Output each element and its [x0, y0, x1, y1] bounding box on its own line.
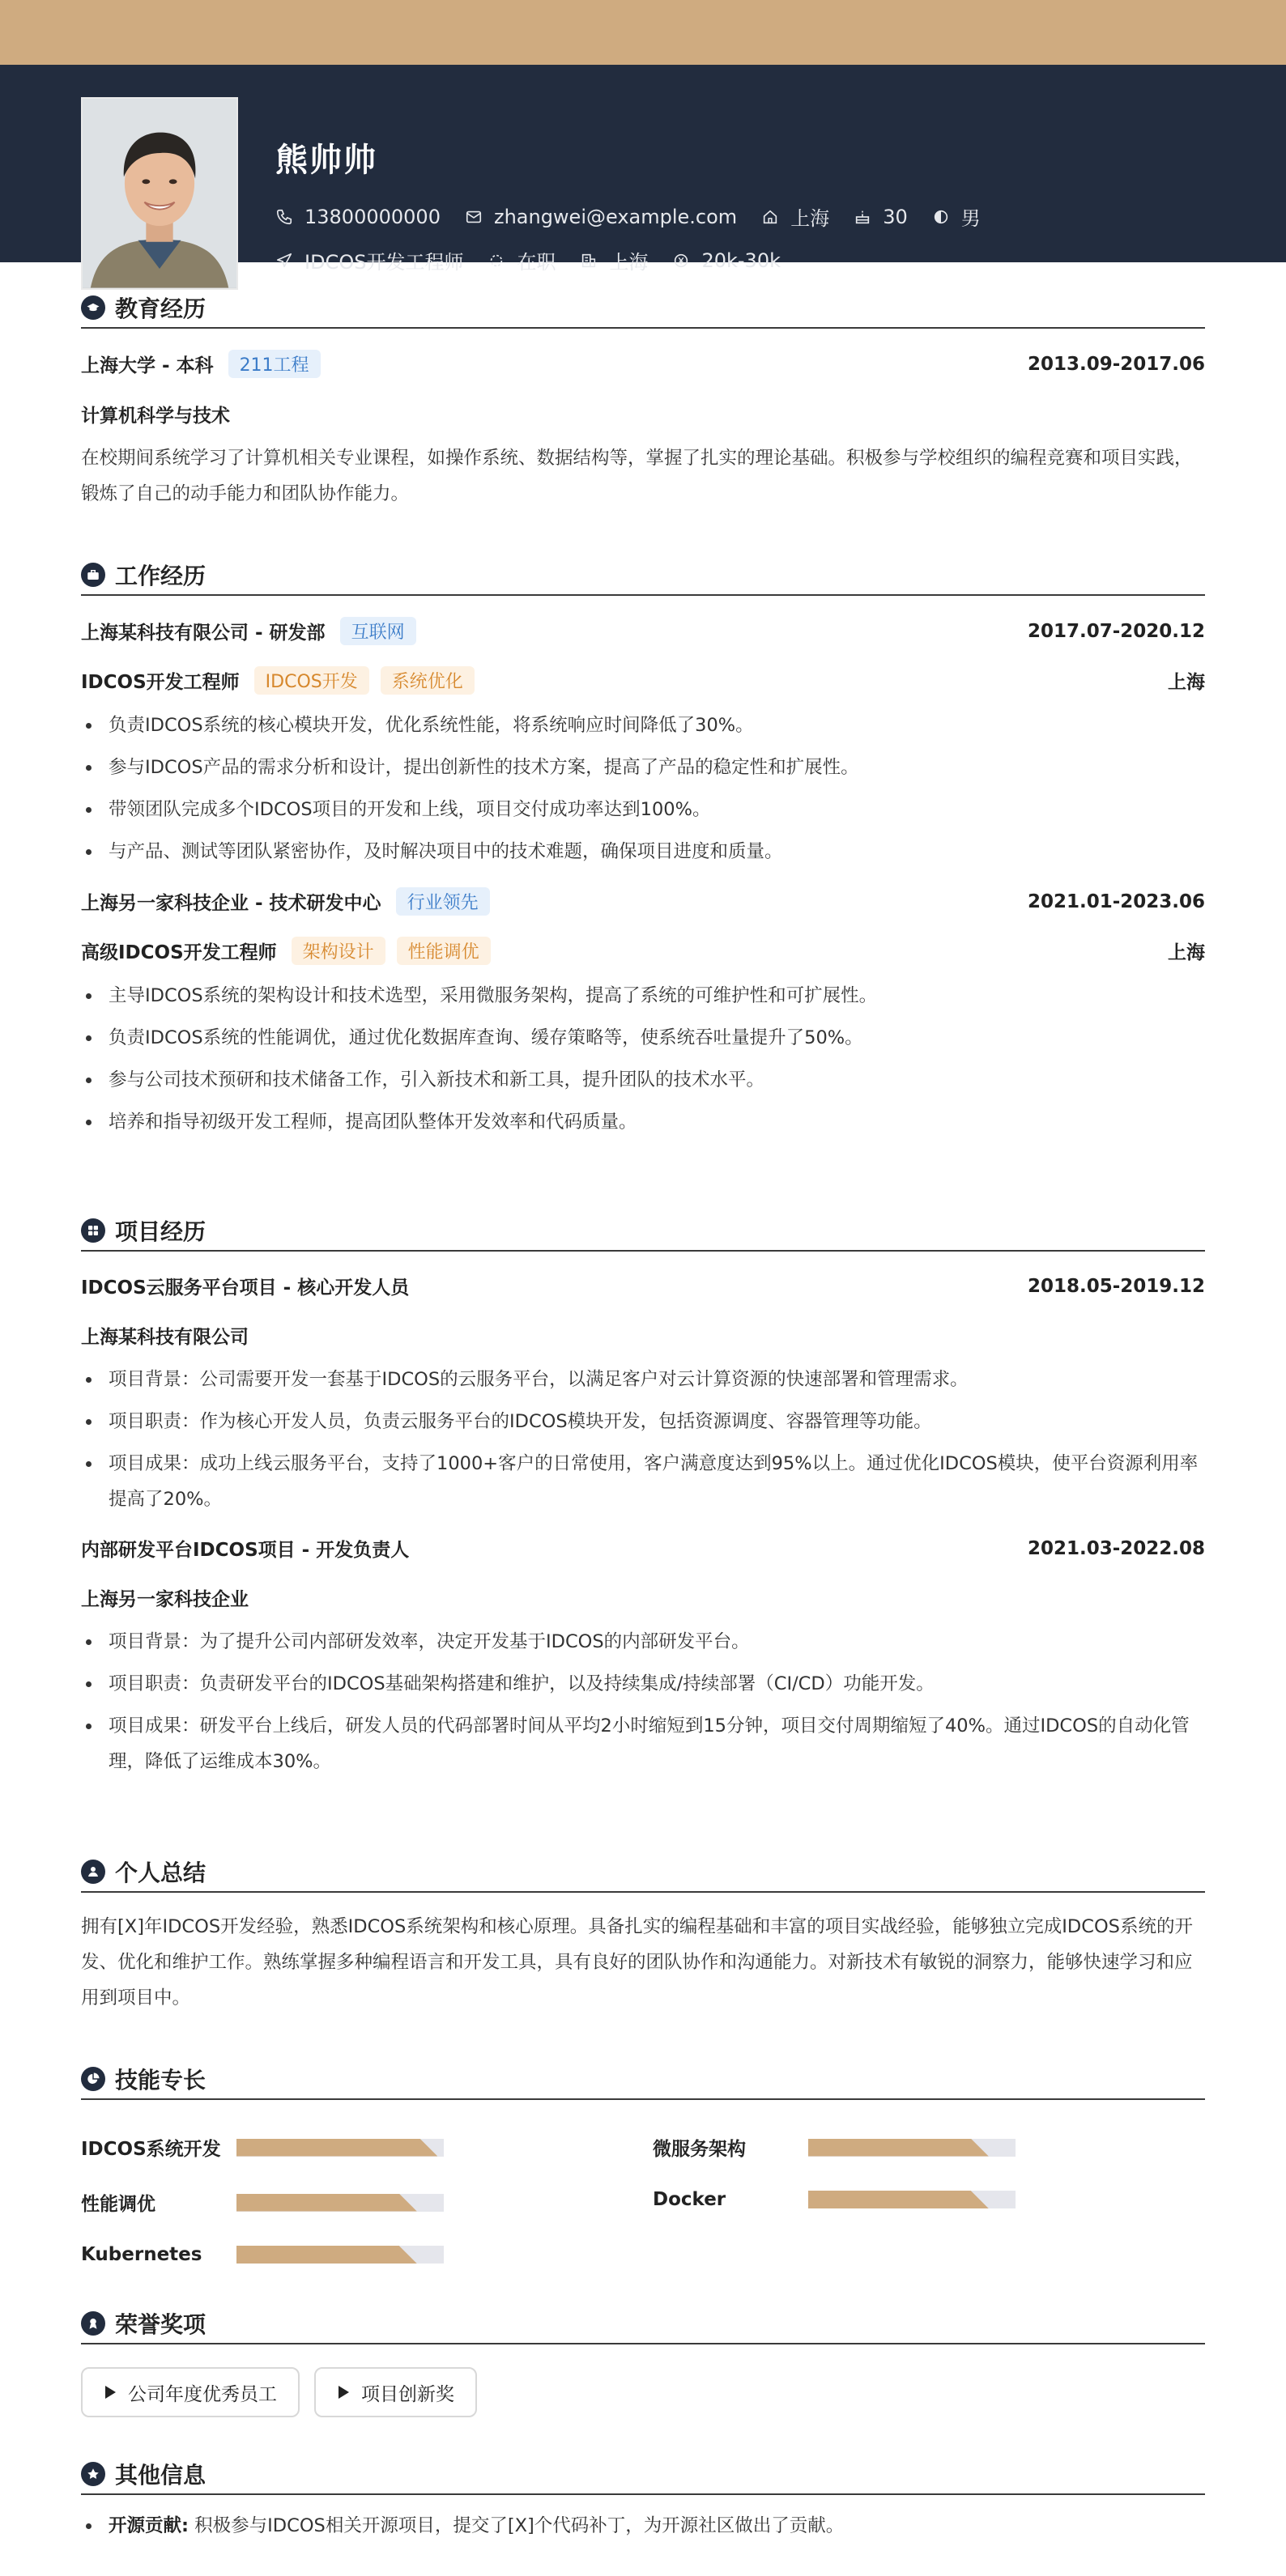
skill-item	[81, 2134, 444, 2161]
project-name: IDCOS云服务平台项目 - 核心开发人员	[81, 1277, 410, 1299]
graduation-cap-icon	[81, 295, 105, 320]
list-item	[81, 2508, 1205, 2544]
list-item: 项目背景：为了提升公司内部研发效率，决定开发基于IDCOS的内部研发平台。	[81, 1624, 1205, 1660]
status-item	[488, 246, 556, 274]
awards-section	[81, 2304, 1205, 2417]
list-item: 参与公司技术预研和技术储备工作，引入新技术和新工具，提升团队的技术水平。	[81, 1062, 1205, 1098]
grid-icon	[81, 1218, 105, 1243]
job-date: 2017.07-2020.12	[1027, 620, 1205, 642]
job-item	[81, 887, 1205, 1140]
education-row	[81, 350, 1205, 378]
email-text: zhangwei@example.com	[493, 205, 738, 228]
summary-heading: 个人总结	[81, 1852, 1205, 1893]
other-label: 开源贡献:	[109, 2515, 189, 2536]
play-icon	[337, 2385, 350, 2400]
job-item	[81, 617, 1205, 869]
skill-name: 微服务架构	[653, 2139, 746, 2160]
skill-bar-fill	[808, 2191, 989, 2208]
age-text: 30	[883, 205, 908, 228]
briefcase-icon	[81, 563, 105, 587]
avatar-portrait-icon	[83, 99, 236, 288]
list-item: 培养和指导初级开发工程师，提高团队整体开发效率和代码质量。	[81, 1104, 1205, 1140]
list-item: 带领团队完成多个IDCOS项目的开发和上线，项目交付成功率达到100%。	[81, 792, 1205, 827]
project-item	[81, 1273, 1205, 1517]
list-item: 负责IDCOS系统的核心模块开发，优化系统性能，将系统响应时间降低了30%。	[81, 708, 1205, 743]
skill-tag: IDCOS开发	[254, 666, 369, 695]
award-icon	[81, 2311, 105, 2336]
education-heading: 教育经历	[81, 288, 1205, 329]
avatar	[81, 97, 238, 290]
job-bullets	[81, 708, 1205, 869]
email-item	[465, 206, 737, 228]
top-accent-band	[0, 0, 1286, 65]
skill-tag: 性能调优	[397, 937, 491, 965]
gender-text: 男	[960, 207, 981, 230]
job-date: 2021.01-2023.06	[1027, 891, 1205, 912]
salary-item	[672, 249, 781, 272]
company-tag: 行业领先	[396, 887, 490, 916]
gender-icon	[932, 208, 950, 226]
city-item	[580, 246, 648, 274]
project-name: 内部研发平台IDCOS项目 - 开发负责人	[81, 1540, 410, 1561]
list-item: 参与IDCOS产品的需求分析和设计，提出创新性的技术方案，提高了产品的稳定性和扩展性。	[81, 750, 1205, 785]
skills-section	[81, 2060, 1205, 2286]
skill-tag: 系统优化	[381, 666, 475, 695]
company-name: 上海另一家科技企业 - 技术研发中心	[81, 893, 381, 914]
project-date: 2018.05-2019.12	[1027, 1275, 1205, 1297]
list-item: 与产品、测试等团队紧密协作，及时解决项目中的技术难题，确保项目进度和质量。	[81, 834, 1205, 869]
school-tag: 211工程	[228, 350, 321, 378]
award-item	[314, 2367, 477, 2417]
company-tag: 互联网	[340, 617, 416, 645]
home-icon	[761, 208, 779, 226]
other-section	[81, 2455, 1205, 2550]
skills-heading: 技能专长	[81, 2060, 1205, 2100]
skill-bar-fill	[236, 2139, 437, 2157]
list-item: 项目职责：负责研发平台的IDCOS基础架构搭建和维护，以及持续集成/持续部署（CI/CD）功能开发。	[81, 1666, 1205, 1702]
gender-item	[932, 202, 981, 231]
projects-section	[81, 1211, 1205, 1786]
mail-icon	[465, 208, 483, 226]
other-text: 积极参与IDCOS相关开源项目，提交了[X]个代码补丁，为开源社区做出了贡献。	[194, 2515, 845, 2536]
location-text: 上海	[790, 207, 830, 230]
skill-bar	[808, 2139, 1016, 2157]
skill-tag: 架构设计	[292, 937, 385, 965]
skill-name: IDCOS系统开发	[81, 2139, 221, 2160]
summary-section	[81, 1852, 1205, 2016]
list-item: 项目成果：研发平台上线后，研发人员的代码部署时间从平均2小时缩短到15分钟，项目交付周期缩短了40%。通过IDCOS的自动化管理，降低了运维成本30%。	[81, 1708, 1205, 1779]
list-item: 项目背景：公司需要开发一套基于IDCOS的云服务平台，以满足客户对云计算资源的快速部署和管理需求。	[81, 1362, 1205, 1397]
user-icon	[81, 1860, 105, 1884]
summary-text: 拥有[X]年IDCOS开发经验，熟悉IDCOS系统架构和核心原理。具备扎实的编程基础和丰富的项目实战经验，能够独立完成IDCOS系统的开发、优化和维护工作。熟练掌握多种编程语言和开发工具，具有良好的团队协作和沟通能力。对新技术有敏锐的洞察力，能够快速学习和应用到项目中。	[81, 1916, 1193, 2009]
project-bullets	[81, 1362, 1205, 1517]
skill-item	[653, 2134, 1016, 2161]
company-name: 上海某科技有限公司 - 研发部	[81, 623, 326, 644]
job-role: 高级IDCOS开发工程师	[81, 942, 277, 963]
spinner-icon	[488, 252, 505, 270]
skill-name: Kubernetes	[81, 2244, 202, 2265]
age-item	[854, 206, 908, 228]
resume-header	[0, 65, 1286, 274]
skill-bar	[808, 2191, 1016, 2208]
building-icon	[580, 252, 598, 270]
status-text: 在职	[517, 251, 556, 274]
award-item	[81, 2367, 300, 2417]
skill-item	[81, 2244, 444, 2265]
chart-pie-icon	[81, 2067, 105, 2091]
project-date: 2021.03-2022.08	[1027, 1537, 1205, 1559]
skill-bar-fill	[236, 2194, 417, 2212]
salary-text: 20k-30k	[701, 249, 781, 272]
skill-item	[653, 2189, 1016, 2210]
project-company: 上海另一家科技企业	[81, 1589, 249, 1610]
send-icon	[275, 252, 293, 270]
phone-text: 13800000000	[304, 205, 441, 228]
skill-name: Docker	[653, 2189, 726, 2210]
skill-bar	[236, 2139, 444, 2157]
project-company: 上海某科技有限公司	[81, 1327, 249, 1348]
job-intent-row	[275, 246, 805, 274]
education-date: 2013.09-2017.06	[1027, 353, 1205, 375]
awards-list	[81, 2367, 1205, 2417]
job-bullets	[81, 978, 1205, 1140]
award-label: 项目创新奖	[361, 2383, 454, 2405]
work-heading: 工作经历	[81, 555, 1205, 596]
skill-item	[81, 2189, 444, 2216]
candidate-name: 熊帅帅	[275, 142, 377, 179]
education-section	[81, 288, 1205, 512]
skill-bar	[236, 2246, 444, 2264]
city-text: 上海	[609, 251, 649, 274]
award-label: 公司年度优秀员工	[128, 2383, 277, 2405]
money-icon	[672, 252, 690, 270]
cake-icon	[854, 208, 871, 226]
skill-bar	[236, 2194, 444, 2212]
skill-bar-fill	[236, 2246, 417, 2264]
play-icon	[104, 2385, 117, 2400]
position-item	[275, 246, 463, 274]
job-location: 上海	[1168, 942, 1205, 963]
other-heading: 其他信息	[81, 2455, 1205, 2495]
list-item: 负责IDCOS系统的性能调优，通过优化数据库查询、缓存策略等，使系统吞吐量提升了50%。	[81, 1020, 1205, 1056]
info-icon	[81, 2462, 105, 2486]
project-item	[81, 1535, 1205, 1779]
skill-bar-fill	[808, 2139, 989, 2157]
skill-name: 性能调优	[81, 2194, 155, 2215]
job-role: IDCOS开发工程师	[81, 672, 240, 693]
school-name: 上海大学 - 本科	[81, 355, 214, 376]
location-item	[761, 202, 829, 231]
projects-heading: 项目经历	[81, 1211, 1205, 1252]
phone-item	[275, 206, 441, 228]
list-item: 项目职责：作为核心开发人员，负责云服务平台的IDCOS模块开发，包括资源调度、容器管理等功能。	[81, 1404, 1205, 1439]
position-text: IDCOS开发工程师	[304, 251, 464, 274]
list-item: 项目成果：成功上线云服务平台，支持了1000+客户的日常使用，客户满意度达到95%以上。通过优化IDCOS模块，使平台资源利用率提高了20%。	[81, 1446, 1205, 1517]
major: 计算机科学与技术	[81, 406, 230, 427]
phone-icon	[275, 208, 293, 226]
job-location: 上海	[1168, 672, 1205, 693]
project-bullets	[81, 1624, 1205, 1779]
other-list	[81, 2508, 1205, 2544]
awards-heading: 荣誉奖项	[81, 2304, 1205, 2344]
contact-row	[275, 202, 1005, 231]
work-section	[81, 555, 1205, 1146]
list-item: 主导IDCOS系统的架构设计和技术选型，采用微服务架构，提高了系统的可维护性和可扩展性。	[81, 978, 1205, 1014]
education-desc: 在校期间系统学习了计算机相关专业课程，如操作系统、数据结构等，掌握了扎实的理论基础。积极参与学校组织的编程竞赛和项目实践，锻炼了自己的动手能力和团队协作能力。	[81, 448, 1193, 504]
